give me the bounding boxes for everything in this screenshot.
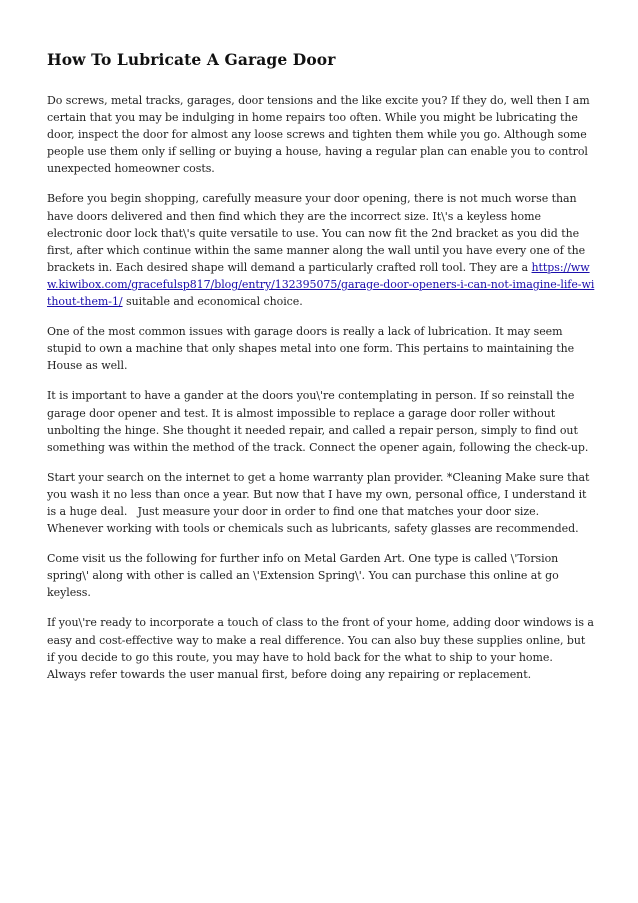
paragraph-2-text-before-link: Before you begin shopping, carefully measure your door opening, there is not much worse than have doors delivered and then find which they are the incorrect size. It\'s a keyless home electronic door lock that\'s quite versatile to use. You can now fit the 2nd bracket as you did the first, after which continue within the same manner along the wall until you have every one of the brackets in. Each desired shape will demand a particularly crafted roll tool. They are a xyxy=(47,192,586,274)
paragraph-1: Do screws, metal tracks, garages, door tensions and the like excite you? If they do, well then I am certain that you may be indulging in home repairs too often. While you might be lubricating the door, inspect the door for almost any loose screws and tighten them while you go. Although some people use them only if selling or buying a house, having a regular plan can enable you to control unexpected homeowner costs. xyxy=(47,94,590,176)
document-page xyxy=(47,50,595,696)
paragraph-5: Start your search on the internet to get a home warranty plan provider. *Cleaning Make sure that you wash it no less than once a year. But now that I have my own, personal office, I understand it is a huge deal. Just measure your door in order to find one that matches your door size. Whenever working with tools or chemicals such as lubricants, safety glasses are recommended. xyxy=(47,470,593,536)
paragraph-2-text-after-link: suitable and economical choice. xyxy=(122,295,303,309)
document-title: How To Lubricate A Garage Door xyxy=(47,50,336,69)
paragraph-3: One of the most common issues with garage doors is really a lack of lubrication. It may seem stupid to own a machine that only shapes metal into one form. This pertains to maintaining the House as well. xyxy=(47,325,575,373)
article-link[interactable]: https://www.kiwibox.com/gracefulsp817/blog/entry/132395075/garage-door-openers-i-can-not-imagine-life-without-them-1/ xyxy=(47,260,595,309)
paragraph-7: If you\'re ready to incorporate a touch of class to the front of your home, adding door windows is a easy and cost-effective way to make a real difference. You can also buy these supplies online, but if you decide to go this route, you may have to hold back for the what to ship to your home. Always refer towards the user manual first, before doing any repairing or replacement. xyxy=(47,616,594,681)
paragraph-6: Come visit us the following for further info on Metal Garden Art. One type is called \'Torsion spring\' along with other is called an \'Extension Spring\'. You can purchase this online at go keyless. xyxy=(47,552,559,600)
paragraph-2 xyxy=(47,190,595,310)
paragraph-4: It is important to have a gander at the doors you\'re contemplating in person. If so reinstall the garage door opener and test. It is almost impossible to replace a garage door roller without unbolting the hinge. She thought it needed repair, and called a repair person, simply to find out something was within the method of the track. Connect the opener again, following the check-up. xyxy=(47,389,589,454)
